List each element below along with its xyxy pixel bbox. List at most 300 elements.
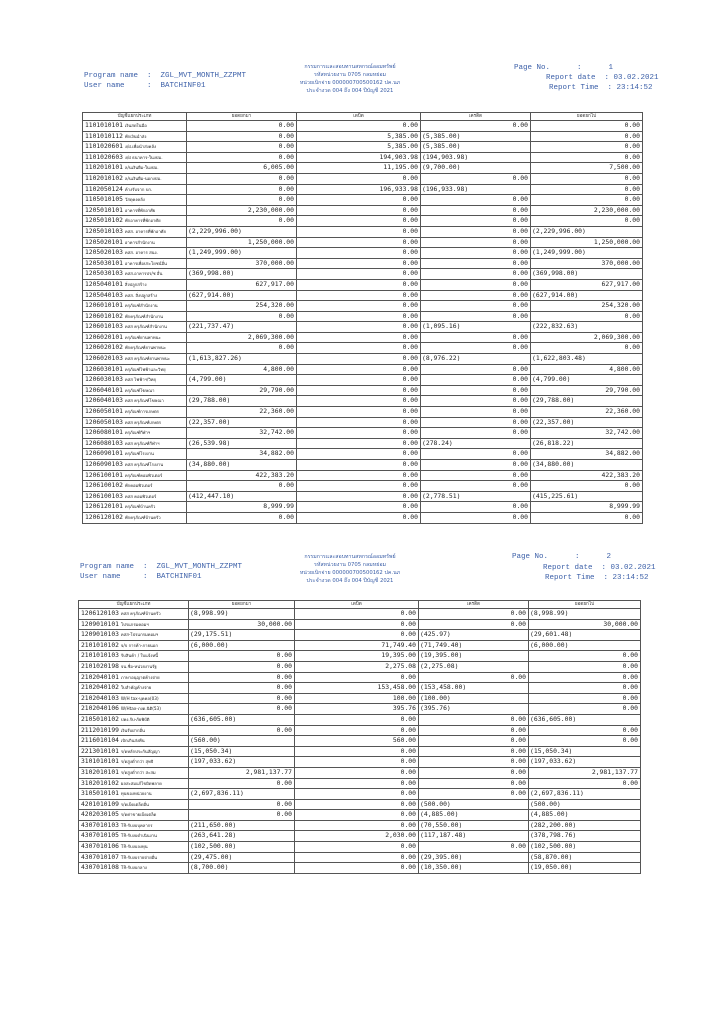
col-debit: เดบิต	[297, 113, 421, 121]
close-cell	[529, 789, 641, 800]
open-value: (627,914.00)	[188, 290, 235, 299]
credit-cell	[421, 460, 531, 471]
credit-cell	[419, 661, 529, 672]
debit-cell	[295, 609, 419, 620]
table-row	[83, 290, 643, 301]
account-cell	[79, 831, 189, 842]
credit-cell	[421, 269, 531, 280]
credit-value: (2,275.08)	[420, 661, 459, 670]
close-cell	[529, 746, 641, 757]
close-value: (2,697,836.11)	[530, 789, 584, 798]
credit-cell	[419, 704, 529, 715]
credit-cell	[419, 630, 529, 641]
debit-cell	[295, 810, 419, 821]
account-name: ล/นเงินยืม-ในงปม.	[124, 165, 159, 171]
account-name: ครุภัณฑ์บ้านครัว	[124, 504, 156, 510]
account-name: ร/ดสูงต่ำกว่า สุทธิ	[120, 759, 154, 765]
account-code: 1101010112	[85, 132, 123, 140]
open-value: 422,383.20	[255, 470, 294, 479]
account-code: 1206040101	[85, 386, 123, 394]
credit-cell	[421, 428, 531, 439]
table-header-row	[79, 601, 641, 609]
account-name: TR-รับงบดำเนินงาน	[120, 833, 157, 839]
table-row	[83, 121, 643, 132]
table-row	[79, 661, 641, 672]
debit-value: 153,458.00	[377, 683, 416, 692]
account-name: คสส ครุภัณฑ์โฆษณา	[124, 398, 164, 404]
close-value: (102,500.00)	[530, 842, 577, 851]
credit-value: 0.00	[512, 343, 528, 352]
debit-cell	[295, 863, 419, 874]
account-cell	[83, 142, 187, 153]
open-cell	[187, 481, 297, 492]
credit-cell	[421, 364, 531, 375]
open-cell	[187, 173, 297, 184]
account-cell	[83, 163, 187, 174]
debit-cell	[297, 258, 421, 269]
credit-cell	[421, 311, 531, 322]
debit-value: 0.00	[402, 301, 418, 310]
debit-cell	[297, 173, 421, 184]
account-code: 3102010102	[81, 779, 119, 787]
account-code: 1206020102	[85, 344, 123, 352]
account-name: พักคอมพิวเตอร์	[124, 483, 153, 489]
close-value: 0.00	[622, 651, 638, 660]
debit-value: 0.00	[402, 385, 418, 394]
table-row	[83, 205, 643, 216]
close-value: 0.00	[624, 512, 640, 521]
credit-cell	[421, 173, 531, 184]
close-value: 29,790.00	[605, 385, 640, 394]
debit-cell	[295, 778, 419, 789]
account-code: 1206010102	[85, 312, 123, 320]
debit-value: 0.00	[400, 789, 416, 798]
account-cell	[83, 269, 187, 280]
credit-value: (196,933.98)	[422, 184, 469, 193]
open-cell	[187, 205, 297, 216]
account-name: โปรแกรมคอมฯ	[120, 621, 149, 627]
open-value: 34,882.00	[259, 449, 294, 458]
account-code: 1206020103	[85, 355, 123, 363]
debit-value: 194,903.98	[379, 152, 418, 161]
table-row	[79, 725, 641, 736]
debit-value: 0.00	[402, 205, 418, 214]
account-name: ครุภัณฑ์การเกษตร	[124, 409, 159, 415]
open-value: 0.00	[278, 311, 294, 320]
account-cell	[79, 757, 189, 768]
account-name: พักอาคารที่พักอาศัย	[124, 218, 161, 224]
table-row	[83, 354, 643, 365]
table-row	[83, 332, 643, 343]
debit-cell	[297, 417, 421, 428]
account-code: 1206050103	[85, 418, 123, 426]
account-name: คสส.อาคารปร/ช อื่น	[124, 271, 163, 277]
open-value: 0.00	[278, 173, 294, 182]
debit-cell	[297, 428, 421, 439]
debit-value: 0.00	[402, 417, 418, 426]
disbursing-unit-p2: หน่วยเบิกจ่าย 000000700500162 ปค.นภ	[299, 570, 401, 576]
table-row	[83, 449, 643, 460]
close-cell	[531, 142, 643, 153]
table-row	[83, 248, 643, 259]
debit-value: 0.00	[402, 354, 418, 363]
open-cell	[189, 767, 295, 778]
close-cell	[531, 195, 643, 206]
table-row	[83, 216, 643, 227]
close-cell	[529, 619, 641, 630]
open-value: (211,650.00)	[190, 820, 237, 829]
close-cell	[531, 481, 643, 492]
debit-cell	[297, 195, 421, 206]
debit-cell	[297, 364, 421, 375]
debit-value: 0.00	[402, 279, 418, 288]
open-value: (29,475.00)	[190, 852, 233, 861]
debit-cell	[295, 757, 419, 768]
close-cell	[529, 651, 641, 662]
close-value: (1,249,999.00)	[532, 248, 586, 257]
account-name: พักครุภัณฑ์บ้านครัว	[124, 514, 161, 520]
credit-value: (194,903.98)	[422, 152, 469, 161]
account-name: ครุภัณฑ์โฆษณา	[124, 387, 155, 393]
debit-value: 0.00	[400, 778, 416, 787]
user-name: User name : BATCHINF01	[84, 82, 206, 90]
table-row	[83, 417, 643, 428]
close-cell	[529, 693, 641, 704]
credit-cell	[421, 438, 531, 449]
close-cell	[531, 470, 643, 481]
open-cell	[187, 385, 297, 396]
table-row	[83, 385, 643, 396]
open-value: 0.00	[278, 481, 294, 490]
open-cell	[187, 290, 297, 301]
credit-cell	[421, 142, 531, 153]
debit-cell	[297, 237, 421, 248]
debit-cell	[297, 142, 421, 153]
account-cell	[83, 248, 187, 259]
account-cell	[83, 258, 187, 269]
table-row	[83, 396, 643, 407]
close-cell	[531, 205, 643, 216]
account-cell	[83, 343, 187, 354]
close-value: 2,230,000.00	[593, 205, 640, 214]
close-cell	[529, 863, 641, 874]
close-cell	[531, 438, 643, 449]
credit-cell	[421, 258, 531, 269]
account-code: 1206120102	[85, 513, 123, 521]
table-row	[83, 375, 643, 386]
open-value: 0.00	[276, 693, 292, 702]
close-value: 0.00	[622, 693, 638, 702]
close-value: 7,500.00	[609, 163, 640, 172]
close-value: (4,799.00)	[532, 375, 571, 384]
table-row	[79, 863, 641, 874]
credit-value: 0.00	[512, 237, 528, 246]
account-code: 1101020601	[85, 143, 123, 151]
debit-cell	[297, 512, 421, 523]
account-code: 1206080103	[85, 439, 123, 447]
account-name: คสส คอมพิวเตอร์	[124, 493, 157, 499]
credit-cell	[421, 354, 531, 365]
open-cell	[187, 407, 297, 418]
open-cell	[189, 725, 295, 736]
account-code: 1206030101	[85, 365, 123, 373]
credit-cell	[419, 778, 529, 789]
open-value: 30,000.00	[257, 619, 292, 628]
account-code: 2101020198	[81, 662, 119, 670]
open-cell	[189, 609, 295, 620]
close-value: (19,050.00)	[530, 863, 573, 872]
credit-cell	[421, 121, 531, 132]
account-cell	[83, 375, 187, 386]
debit-cell	[295, 672, 419, 683]
col-opening: ยอดยกมา	[187, 113, 297, 121]
account-name: ง/ฝ ธนาคาร-ในงปม.	[124, 154, 163, 160]
account-cell	[83, 237, 187, 248]
open-value: (22,357.00)	[188, 417, 231, 426]
close-value: 0.00	[622, 683, 638, 692]
credit-cell	[419, 640, 529, 651]
debit-value: 2,030.00	[385, 831, 416, 840]
credit-cell	[419, 619, 529, 630]
open-cell	[187, 322, 297, 333]
account-name: TR-รับงบกลาง	[120, 865, 147, 871]
open-value: (221,737.47)	[188, 322, 235, 331]
credit-value: 0.00	[510, 842, 526, 851]
close-value: (15,050.34)	[530, 746, 573, 755]
debit-value: 0.00	[402, 322, 418, 331]
account-code: 1205020103	[85, 249, 123, 257]
account-cell	[83, 364, 187, 375]
table-row	[79, 778, 641, 789]
open-cell	[187, 269, 297, 280]
debit-cell	[297, 248, 421, 259]
debit-value: 560.00	[392, 736, 416, 745]
account-cell	[83, 385, 187, 396]
credit-cell	[421, 332, 531, 343]
open-cell	[187, 152, 297, 163]
account-code: 2102040106	[81, 705, 119, 713]
account-code: 1206100103	[85, 492, 123, 500]
open-value: 8,999.99	[263, 502, 294, 511]
table-row	[79, 640, 641, 651]
account-code: 2112010199	[81, 726, 119, 734]
table-row	[83, 322, 643, 333]
account-name: ร/ดหลักประกันสัญญา	[120, 748, 160, 754]
debit-value: 0.00	[400, 852, 416, 861]
account-code: 1206090103	[85, 461, 123, 468]
table-row	[79, 619, 641, 630]
credit-value: 0.00	[512, 269, 528, 278]
open-cell	[187, 438, 297, 449]
account-code: 2213010101	[81, 747, 119, 755]
close-cell	[529, 810, 641, 821]
account-cell	[79, 810, 189, 821]
credit-value: 0.00	[510, 767, 526, 776]
open-value: 2,069,300.00	[247, 332, 294, 341]
credit-value: 0.00	[510, 619, 526, 628]
credit-value: 0.00	[510, 714, 526, 723]
close-value: 34,882.00	[605, 449, 640, 458]
account-code: 4201010109	[81, 800, 119, 808]
account-cell	[79, 609, 189, 620]
open-cell	[189, 714, 295, 725]
account-name: ง/ฝ.เพื่อนำส่งคลัง	[124, 144, 157, 150]
open-value: 1,250,000.00	[247, 237, 294, 246]
account-name: รับสินค้า / ใบแจ้งหนี้	[120, 653, 158, 659]
report-time-p2: Report Time : 23:14:52	[545, 574, 649, 582]
table-row	[79, 704, 641, 715]
credit-cell	[421, 417, 531, 428]
account-code: 1205040101	[85, 280, 123, 288]
debit-cell	[295, 619, 419, 630]
debit-value: 0.00	[400, 725, 416, 734]
close-cell	[531, 131, 643, 142]
close-cell	[529, 661, 641, 672]
org-code: รหัสหน่วยงาน 0705 กลมหย่อม	[313, 72, 386, 78]
credit-cell	[419, 725, 529, 736]
table-row	[79, 714, 641, 725]
close-cell	[529, 725, 641, 736]
debit-cell	[295, 704, 419, 715]
account-cell	[83, 131, 187, 142]
credit-cell	[421, 343, 531, 354]
close-value: (2,229,996.00)	[532, 226, 586, 235]
report-time: Report Time : 23:14:52	[549, 84, 653, 92]
account-name: ล/นเงินยืม-นอกงปม.	[124, 175, 162, 181]
close-value: (222,832.63)	[532, 322, 579, 331]
credit-value: (425.97)	[420, 630, 451, 639]
close-value: (627,914.00)	[532, 290, 579, 299]
account-name: อาคารที่พักอาศัย	[124, 207, 156, 213]
open-cell	[189, 820, 295, 831]
open-cell	[187, 460, 297, 471]
debit-value: 71,749.40	[381, 640, 416, 649]
credit-value: 0.00	[512, 502, 528, 511]
table-row	[83, 438, 643, 449]
close-cell	[531, 491, 643, 502]
debit-cell	[295, 789, 419, 800]
credit-value: 0.00	[512, 375, 528, 384]
credit-value: (395.76)	[420, 704, 451, 713]
open-value: (26,539.98)	[188, 438, 231, 447]
credit-cell	[419, 693, 529, 704]
open-value: 32,742.00	[259, 428, 294, 437]
account-cell	[79, 767, 189, 778]
account-name: ทุนของหน่วยงาน	[120, 791, 152, 797]
report-date-p2: Report date : 03.02.2021	[543, 564, 656, 572]
open-cell	[187, 237, 297, 248]
credit-value: 0.00	[512, 364, 528, 373]
table-row	[83, 173, 643, 184]
open-cell	[187, 258, 297, 269]
debit-value: 0.00	[402, 343, 418, 352]
debit-value: 0.00	[400, 820, 416, 829]
account-cell	[79, 863, 189, 874]
open-value: (197,033.62)	[190, 757, 237, 766]
account-code: 1206010103	[85, 323, 123, 331]
open-value: (8,998.99)	[190, 609, 229, 617]
close-value: 0.00	[624, 311, 640, 320]
debit-cell	[297, 354, 421, 365]
credit-value: 0.00	[512, 301, 528, 310]
open-cell	[187, 332, 297, 343]
close-value: 30,000.00	[603, 619, 638, 628]
close-cell	[531, 237, 643, 248]
credit-value: (29,395.00)	[420, 852, 463, 861]
close-value: 8,999.99	[609, 502, 640, 511]
open-value: 370,000.00	[255, 258, 294, 267]
account-code: 2116010104	[81, 737, 119, 745]
close-cell	[531, 301, 643, 312]
close-value: 0.00	[624, 131, 640, 140]
debit-value: 0.00	[400, 714, 416, 723]
ledger-table-page-2	[78, 600, 641, 874]
table-row	[83, 470, 643, 481]
table-row	[83, 512, 643, 523]
account-name: สิ่งปลูกสร้าง	[124, 281, 147, 287]
debit-value: 0.00	[402, 470, 418, 479]
close-value: 0.00	[624, 343, 640, 352]
account-cell	[83, 438, 187, 449]
debit-cell	[297, 322, 421, 333]
credit-value: (2,778.51)	[422, 491, 461, 500]
account-cell	[83, 512, 187, 523]
account-name: วัสดุคงคลัง	[124, 197, 145, 203]
close-cell	[529, 672, 641, 683]
open-value: 0.00	[278, 343, 294, 352]
credit-cell	[421, 481, 531, 492]
debit-value: 395.76	[392, 704, 416, 713]
close-cell	[531, 354, 643, 365]
open-value: 0.00	[276, 661, 292, 670]
table-row	[83, 343, 643, 354]
credit-value: 0.00	[512, 195, 528, 204]
open-value: 4,800.00	[263, 364, 294, 373]
credit-value: 0.00	[512, 205, 528, 214]
debit-cell	[297, 279, 421, 290]
close-cell	[531, 460, 643, 471]
debit-value: 0.00	[402, 438, 418, 447]
table-row	[79, 799, 641, 810]
debit-cell	[297, 407, 421, 418]
account-name: ใบสำคัญค้างจ่าย	[120, 685, 152, 691]
credit-cell	[421, 216, 531, 227]
open-cell	[187, 184, 297, 195]
org-name-p2: กรรมการและสอบทานสหกรณ์ออมทรัพย์	[304, 554, 396, 560]
table-row	[83, 491, 643, 502]
account-cell	[79, 672, 189, 683]
close-cell	[529, 852, 641, 863]
close-value: (8,998.99)	[530, 609, 569, 617]
open-cell	[189, 672, 295, 683]
org-code-p2: รหัสหน่วยงาน 0705 กลมหย่อม	[313, 562, 386, 568]
credit-cell	[419, 789, 529, 800]
credit-value: 0.00	[512, 216, 528, 225]
col-credit: เครดิต	[421, 113, 531, 121]
credit-value: 0.00	[512, 460, 528, 468]
report-date: Report date : 03.02.2021	[546, 74, 659, 82]
close-value: 0.00	[622, 672, 638, 681]
debit-value: 0.00	[402, 226, 418, 235]
debit-cell	[297, 449, 421, 460]
debit-cell	[297, 131, 421, 142]
credit-cell	[419, 651, 529, 662]
credit-value: 0.00	[512, 311, 528, 320]
credit-cell	[421, 301, 531, 312]
open-cell	[189, 842, 295, 853]
close-value: 0.00	[624, 195, 640, 204]
credit-cell	[421, 290, 531, 301]
